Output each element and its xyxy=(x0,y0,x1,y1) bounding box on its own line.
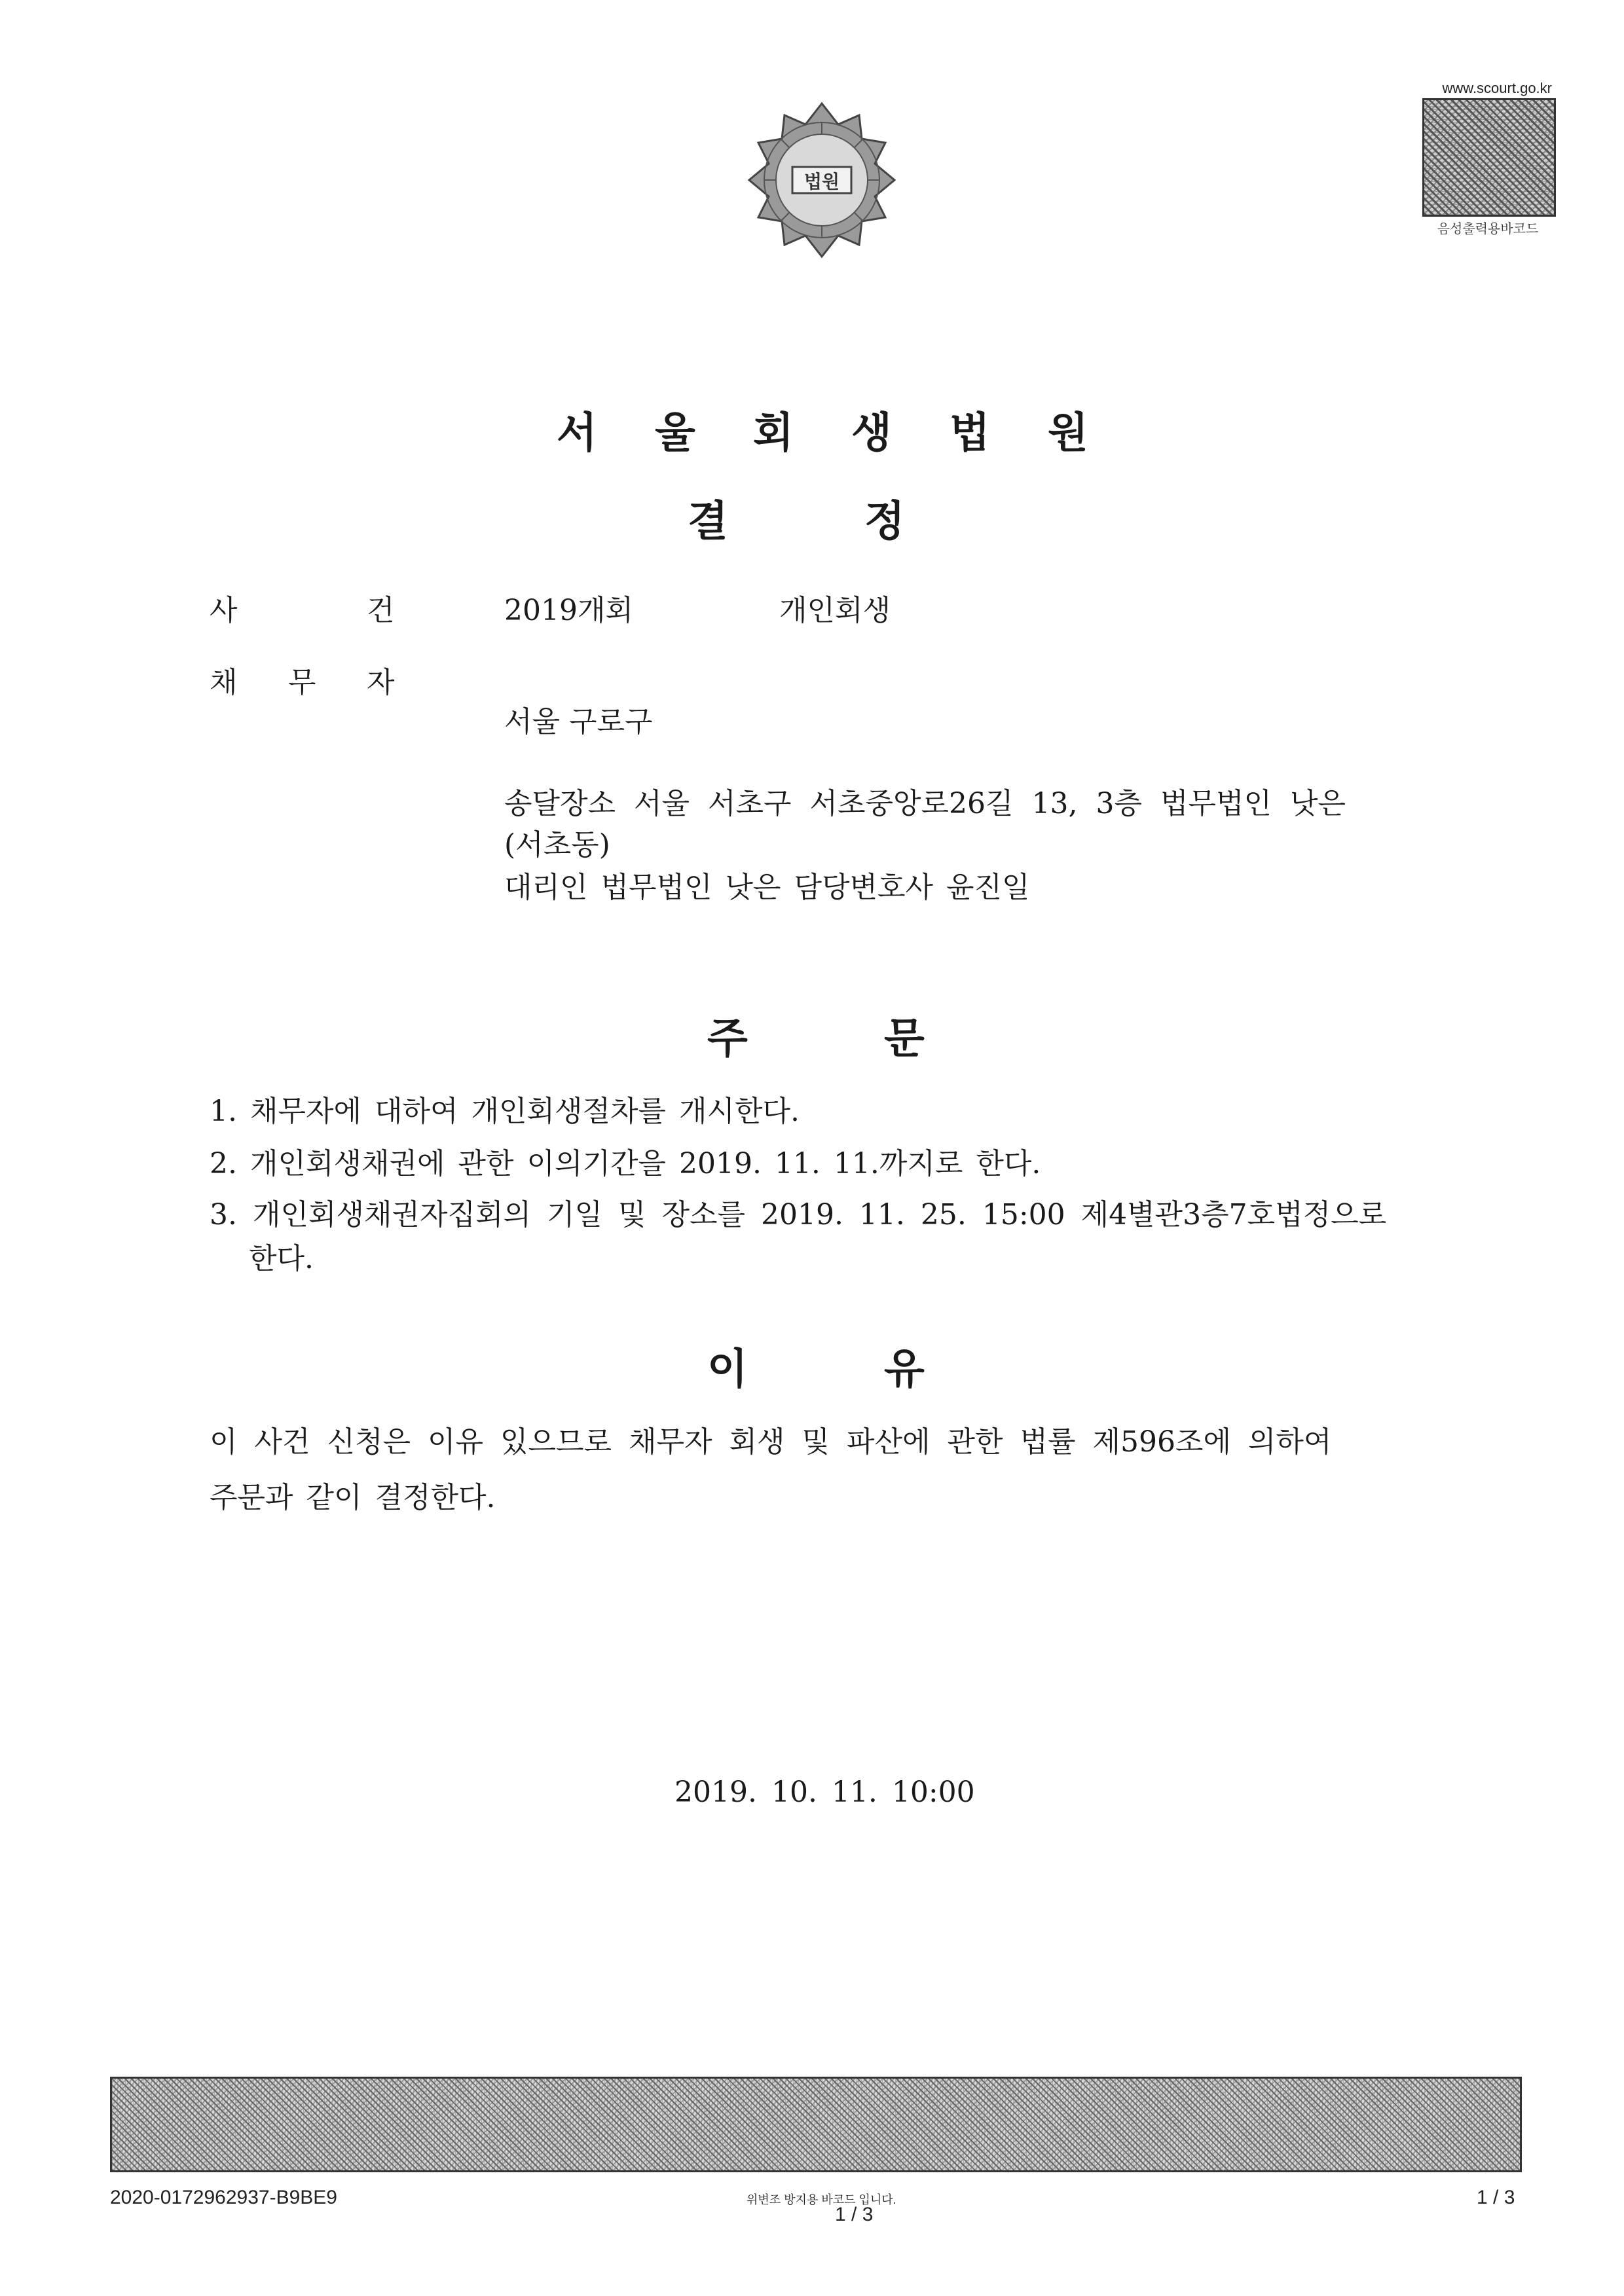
title-char: 정 xyxy=(864,498,905,546)
anti-forgery-notice: 위변조 방지용 바코드 입니다. xyxy=(747,2193,896,2206)
order-heading-char: 주 xyxy=(707,1015,748,1063)
court-name-char: 법 xyxy=(950,409,990,458)
emblem-text: 법원 xyxy=(803,171,840,192)
order-heading xyxy=(707,1005,1061,1065)
title-char: 결 xyxy=(688,498,728,546)
delivery-address-line2: (서초동) xyxy=(504,828,610,862)
reason-heading xyxy=(707,1336,1061,1396)
debtor-label-char: 무 xyxy=(288,666,316,699)
order-item-3-line2: 한다. xyxy=(249,1242,314,1275)
court-name-char: 생 xyxy=(851,409,892,458)
qr-url: www.scourt.go.kr xyxy=(1442,80,1552,96)
reason-heading-char: 유 xyxy=(884,1345,925,1394)
case-label-char: 사 xyxy=(210,594,238,627)
debtor-label xyxy=(210,661,445,704)
reason-line1: 이 사건 신청은 이유 있으므로 채무자 회생 및 파산에 관한 법률 제596조에 의하여 xyxy=(210,1425,1332,1459)
order-item-2: 2. 개인회생채권에 관한 이의기간을 2019. 11. 11.까지로 한다. xyxy=(210,1147,1041,1180)
order-item-1: 1. 채무자에 대하여 개인회생절차를 개시한다. xyxy=(210,1095,800,1128)
debtor-label-char: 자 xyxy=(367,666,395,699)
page-number-right: 1 / 3 xyxy=(1477,2187,1515,2208)
voice-output-qr-code xyxy=(1422,98,1556,217)
court-name-char: 서 xyxy=(557,409,597,458)
case-number: 2019개회 xyxy=(504,594,633,627)
case-type: 개인회생 xyxy=(779,594,891,627)
court-name xyxy=(557,399,1146,460)
court-name-char: 원 xyxy=(1048,409,1088,458)
document-id: 2020-0172962937-B9BE9 xyxy=(110,2187,337,2208)
delivery-address-line1: 송달장소 서울 서초구 서초중앙로26길 13, 3층 법무법인 낫은 xyxy=(504,787,1346,820)
court-name-char: 울 xyxy=(655,409,695,458)
court-emblem xyxy=(740,98,904,262)
reason-heading-char: 이 xyxy=(707,1345,748,1394)
agent-line: 대리인 법무법인 낫은 담당변호사 윤진일 xyxy=(504,871,1030,904)
case-label-char: 건 xyxy=(367,594,395,627)
reason-line2: 주문과 같이 결정한다. xyxy=(210,1481,496,1514)
debtor-address: 서울 구로구 xyxy=(504,705,653,738)
qr-label: 음성출력용바코드 xyxy=(1437,222,1539,236)
decision-date: 2019. 10. 11. 10:00 xyxy=(674,1776,975,1809)
court-name-char: 회 xyxy=(753,409,794,458)
page-number-center: 1 / 3 xyxy=(835,2204,874,2225)
case-label xyxy=(210,589,524,632)
order-item-3-line1: 3. 개인회생채권자집회의 기일 및 장소를 2019. 11. 25. 15:00 제4별관3층7호법정으로 xyxy=(210,1198,1387,1231)
debtor-label-char: 채 xyxy=(210,666,238,699)
anti-forgery-barcode xyxy=(110,2077,1522,2172)
document-title xyxy=(688,488,1041,548)
order-heading-char: 문 xyxy=(884,1015,925,1063)
